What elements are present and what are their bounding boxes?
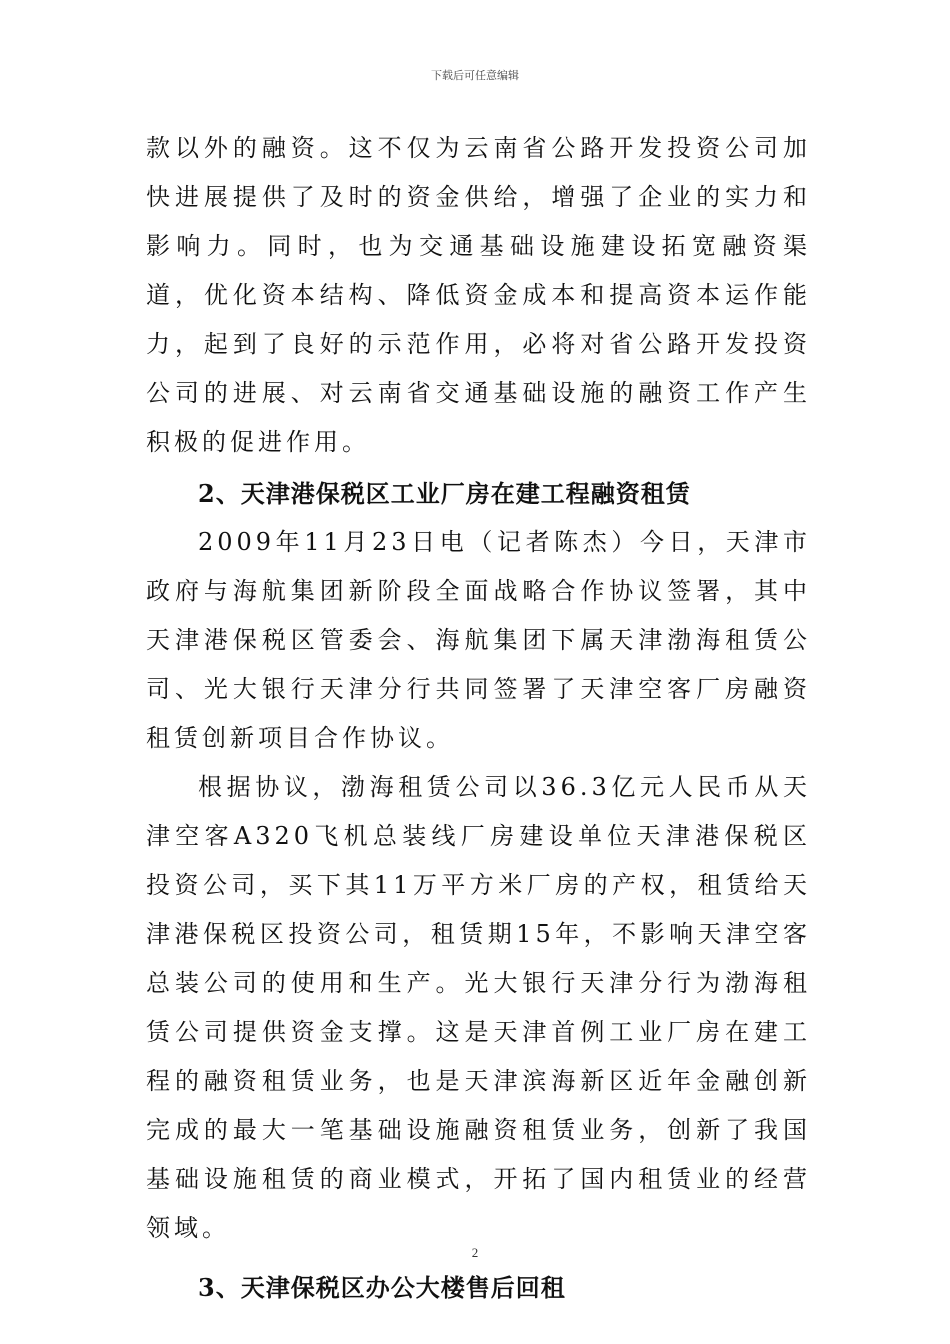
section-heading-2: 2、天津港保税区工业厂房在建工程融资租赁: [198, 479, 691, 508]
paragraph-2: 2009年11月23日电（记者陈杰）今日，天津市政府与海航集团新阶段全面战略合作协议签署，其中天津港保税区管委会、海航集团下属天津渤海租赁公司、光大银行天津分行共同签署了天津空客厂房融资租赁创新项目合作协议。: [146, 528, 811, 752]
paragraph-3: 根据协议，渤海租赁公司以36.3亿元人民币从天津空客A320飞机总装线厂房建设单位天津港保税区投资公司，买下其11万平方米厂房的产权，租赁给天津港保税区投资公司，租赁期15年，不影响天津空客总装公司的使用和生产。光大银行天津分行为渤海租赁公司提供资金支撑。这是天津首例工业厂房在建工程的融资租赁业务，也是天津滨海新区近年金融创新完成的最大一笔基础设施融资租赁业务，创新了我国基础设施租赁的商业模式，开拓了国内租赁业的经营领域。: [146, 773, 811, 1242]
paragraph-1: 款以外的融资。这不仅为云南省公路开发投资公司加快进展提供了及时的资金供给，增强了企业的实力和影响力。同时，也为交通基础设施建设拓宽融资渠道，优化资本结构、降低资金成本和提高资本运作能力，起到了良好的示范作用，必将对省公路开发投资公司的进展、对云南省交通基础设施的融资工作产生积极的促进作用。: [146, 134, 811, 456]
section-heading-3: 3、天津保税区办公大楼售后回租: [198, 1273, 566, 1302]
page-number: 2: [471, 1245, 479, 1260]
document-body: [146, 124, 811, 1312]
page-header: 下载后可任意编辑: [431, 69, 519, 82]
